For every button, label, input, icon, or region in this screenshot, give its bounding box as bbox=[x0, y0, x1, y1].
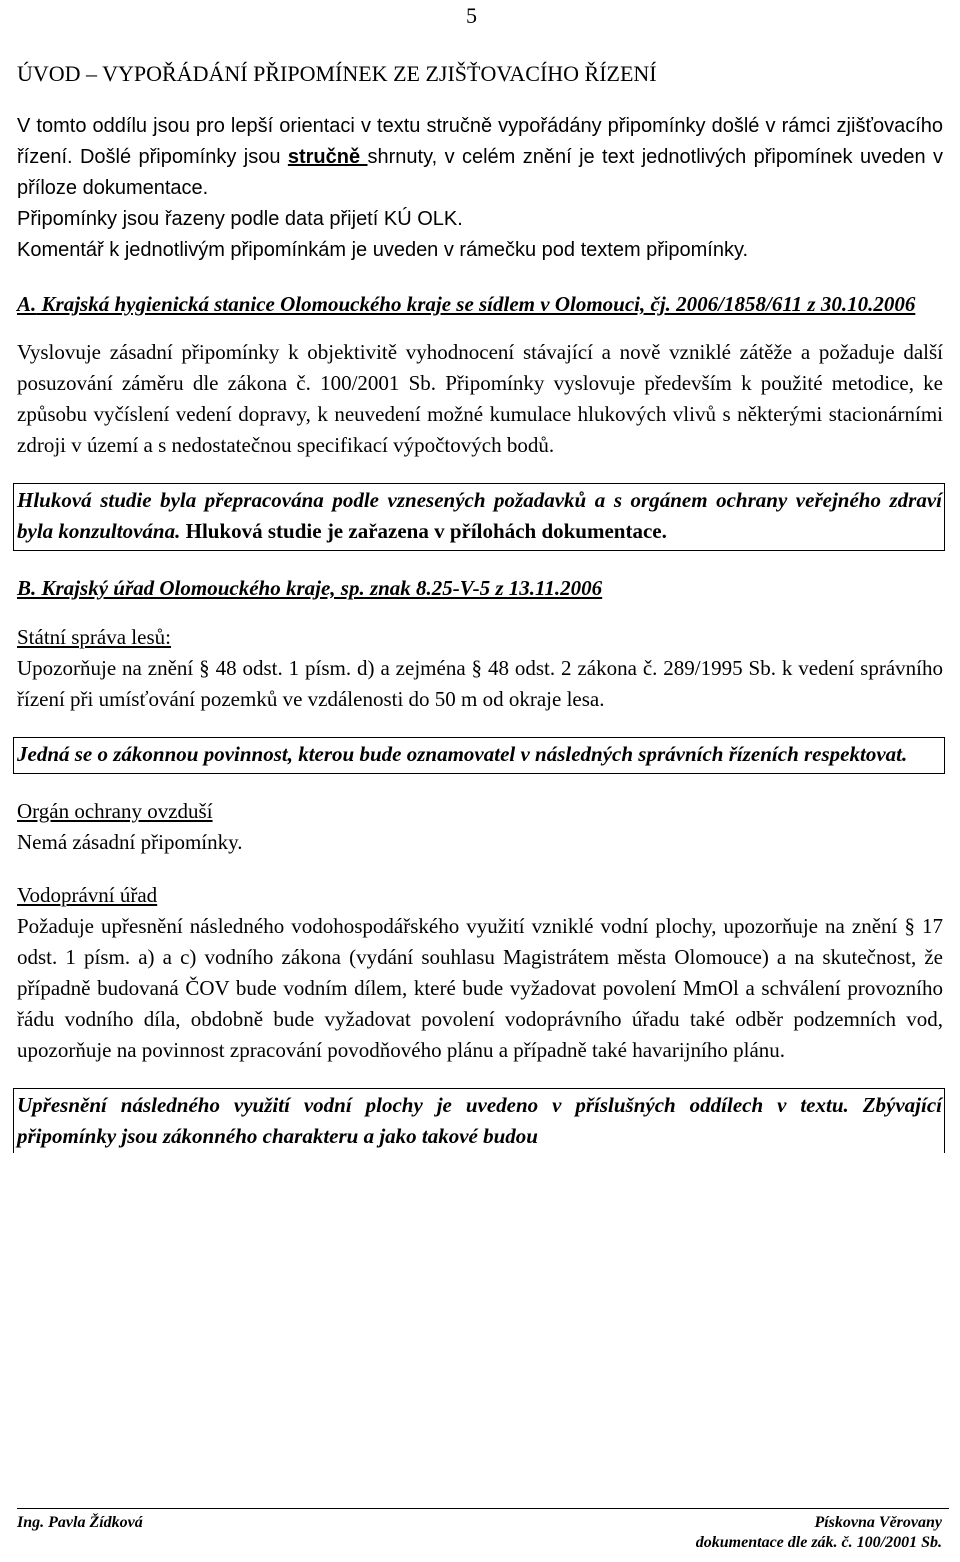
section-a-heading bbox=[17, 289, 943, 319]
section-title: ÚVOD – VYPOŘÁDÁNÍ PŘIPOMÍNEK ZE ZJIŠŤOVACÍHO ŘÍZENÍ bbox=[17, 61, 657, 86]
air-title: Orgán ochrany ovzduší bbox=[17, 799, 213, 823]
water-title: Vodoprávní úřad bbox=[17, 883, 158, 907]
footer-project: Pískovna Věrovany bbox=[814, 1514, 942, 1531]
footer-doc: dokumentace dle zák. č. 100/2001 Sb. bbox=[695, 1534, 942, 1551]
intro-text-2: shrnuty, v celém znění je text jednotlivých připomínek uveden v příloze dokumentace. bbox=[17, 146, 943, 199]
forest-response-box: Jedná se o zákonnou povinnost, kterou bude oznamovatel v následných správních řízeních respektovat. bbox=[13, 737, 945, 774]
intro-comment-note: Komentář k jednotlivým připomínkám je uveden v rámečku pod textem připomínky. bbox=[17, 239, 749, 261]
section-a-response-box bbox=[13, 483, 945, 551]
section-a-text: Vyslovuje zásadní připomínky k objektivitě vyhodnocení stávající a nově vzniklé zátěže a požaduje další posuzování záměru dle zákona č. 100/2001 Sb. Připomínky vyslovuje především k použité metodice, ke způsobu vyčíslení vedení dopravy, k neuvedení možné kumulace hlukových vlivů s některými stacionárními zdroji v území a s nedostatečnou specifikací výpočtových bodů. bbox=[17, 340, 943, 457]
intro-ordering-note: Připomínky jsou řazeny podle data přijetí KÚ OLK. bbox=[17, 208, 463, 230]
section-a-prefix: A. bbox=[17, 292, 37, 316]
forest-title: Státní správa lesů: bbox=[17, 625, 171, 649]
section-a-response-italic: Hluková studie byla přepracována podle vznesených požadavků a s orgánem ochrany veřejného zdraví byla konzultována. bbox=[17, 488, 942, 543]
intro-text-1: V tomto oddílu jsou pro lepší orientaci v textu stručně vypořádány připomínky došlé v rámci zjišťovacího řízení. Došlé připomínky jsou bbox=[17, 115, 943, 168]
footer-info bbox=[696, 1513, 942, 1553]
water-text: Požaduje upřesnění následného vodohospodářského využití vzniklé vodní plochy, upozorňuje na znění § 17 odst. 1 písm. a) a c) vodního zákona (vydání souhlasu Magistrátem města Olomouce) a na skutečnost, že případně budovaná ČOV bude vodním dílem, které bude vyžadovat povolení MmOl a schválení provozního řádu vodního díla, obdobně bude vyžadovat povolení vodoprávního úřadu také odběr podzemních vod, upozorňuje na povinnost zpracování povodňového plánu a případně také havarijního plánu. bbox=[17, 914, 943, 1062]
page-number: 5 bbox=[466, 3, 477, 28]
water-response-box: Upřesnění následného využití vodní plochy je uvedeno v příslušných oddílech v textu. Zbývající připomínky jsou zákonného charakteru a jako takové budou bbox=[13, 1088, 945, 1153]
forest-text: Upozorňuje na znění § 48 odst. 1 písm. d) a zejména § 48 odst. 2 zákona č. 289/1995 Sb. k vedení správního řízení při umísťování pozemků ve vzdálenosti do 50 m od okraje lesa. bbox=[17, 656, 943, 711]
document-body bbox=[17, 58, 943, 1153]
intro-paragraph bbox=[17, 111, 943, 204]
footer-rule bbox=[17, 1508, 949, 1509]
section-a-title: Krajská hygienická stanice Olomouckého kraje se sídlem v Olomouci, čj. 2006/1858/611 z 30.10.2006 bbox=[41, 292, 916, 316]
section-b-heading: B. Krajský úřad Olomouckého kraje, sp. znak 8.25-V-5 z 13.11.2006 bbox=[17, 576, 603, 600]
footer-author: Ing. Pavla Žídková bbox=[17, 1514, 143, 1531]
section-a-response-bold: Hluková studie je zařazena v přílohách dokumentace. bbox=[180, 519, 667, 543]
intro-emphasis: stručně bbox=[287, 146, 368, 168]
air-text: Nemá zásadní připomínky. bbox=[17, 830, 243, 854]
